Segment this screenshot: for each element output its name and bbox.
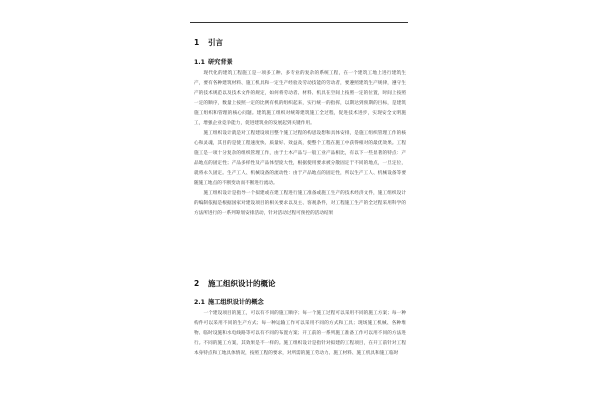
subsection-title: 施工组织设计的概念 <box>208 299 264 306</box>
subsection-heading-2-1 <box>194 297 264 306</box>
section-number: 2 <box>194 279 200 288</box>
section-number: 1 <box>194 38 200 47</box>
paragraph: 施工组织设计就是对工程建设项目整个施工过程的构思设想和具体安排，是施工组织管理工作的核心和灵魂，其目的是使工程速度快、质量好、效益高，使整个工程在施工中获得相对的最优效果。工程施工是一项十分复杂的组织管理工作，由于土木产品与一般工业产品相比，有以下一些显著的特点：产品地点的固定性；产品多样性及产品体型庞大性，根据使用要求被分散固定于不同的地点，一旦定位，就将永久固定。生产工人、机械设备的流动性：由于产品地点的固定性，所以生产工人、机械设备等要随施工地点的不断变动而不断进行流动。 <box>194 131 406 186</box>
paragraph: 施工组织设计是指导一个拟建或在建工程进行施工准备或施工生产的技术经济文件，施工组织设计的编制依据是根据国家对建设项目的相关要求以及主、客观条件，对工程施工生产的全过程采用科学的方法所进行的一系列筹划安排活动，针对活动过程可预控的活动结果 <box>194 191 406 216</box>
subsection-heading-1-1 <box>194 57 233 66</box>
subsection-number: 1.1 <box>194 59 205 66</box>
subsection-number: 2.1 <box>194 299 205 306</box>
body-text-1-1 <box>194 69 406 219</box>
body-text-2-1 <box>194 309 406 359</box>
paragraph: 现代化的建筑工程施工是一项多工种、多专业的复杂的系统工程，在一个建筑工地上进行建筑生产，要有各种建筑材料、施工机具和一定生产经验及劳动技能的劳动者，要遵照建筑生产规律，遵守生产的技术规范以及技术文件的规定，如何将劳动者、材料、机具在空间上按照一定的位置，时间上按照一定的顺序，数量上按照一定的比例有机的组织起来，实行统一的指挥，以期达到预期的目标，是建筑施工组织和管理的核心问题。建筑施工组织对统筹建筑施工全过程，促进技术进步，实现安全文明施工，增强企业竞争能力，促进建筑业的发展起到关键作用。 <box>194 71 406 126</box>
section-heading-2 <box>194 278 276 289</box>
section-title: 施工组织设计的概论 <box>208 279 276 288</box>
subsection-title: 研究背景 <box>208 59 233 66</box>
document-page <box>190 0 410 400</box>
paragraph: 一个建设项目的施工，可以有不同的施工顺序；每一个施工过程可以采用不同的施工方案；每一种构件可以采用不同的生产方式；每一种运输工作可以采用不同的方式和工具；现场施工机械、各种堆物、临时设施和水电线路等可以有不同的布置方案；开工前的一系列施工准备工作可以用不同的方法进行。不同的施工方案，其效果是不一样的。施工组织设计是指针对拟建的工程项目，在开工前针对工程本身特点和工地具体情况，按照工程的要求，对所需的施工劳动力、施工材料、施工机具和施工临时 <box>194 311 406 356</box>
header-rule <box>190 22 408 23</box>
section-heading-1 <box>194 37 223 48</box>
section-title: 引言 <box>208 38 223 47</box>
